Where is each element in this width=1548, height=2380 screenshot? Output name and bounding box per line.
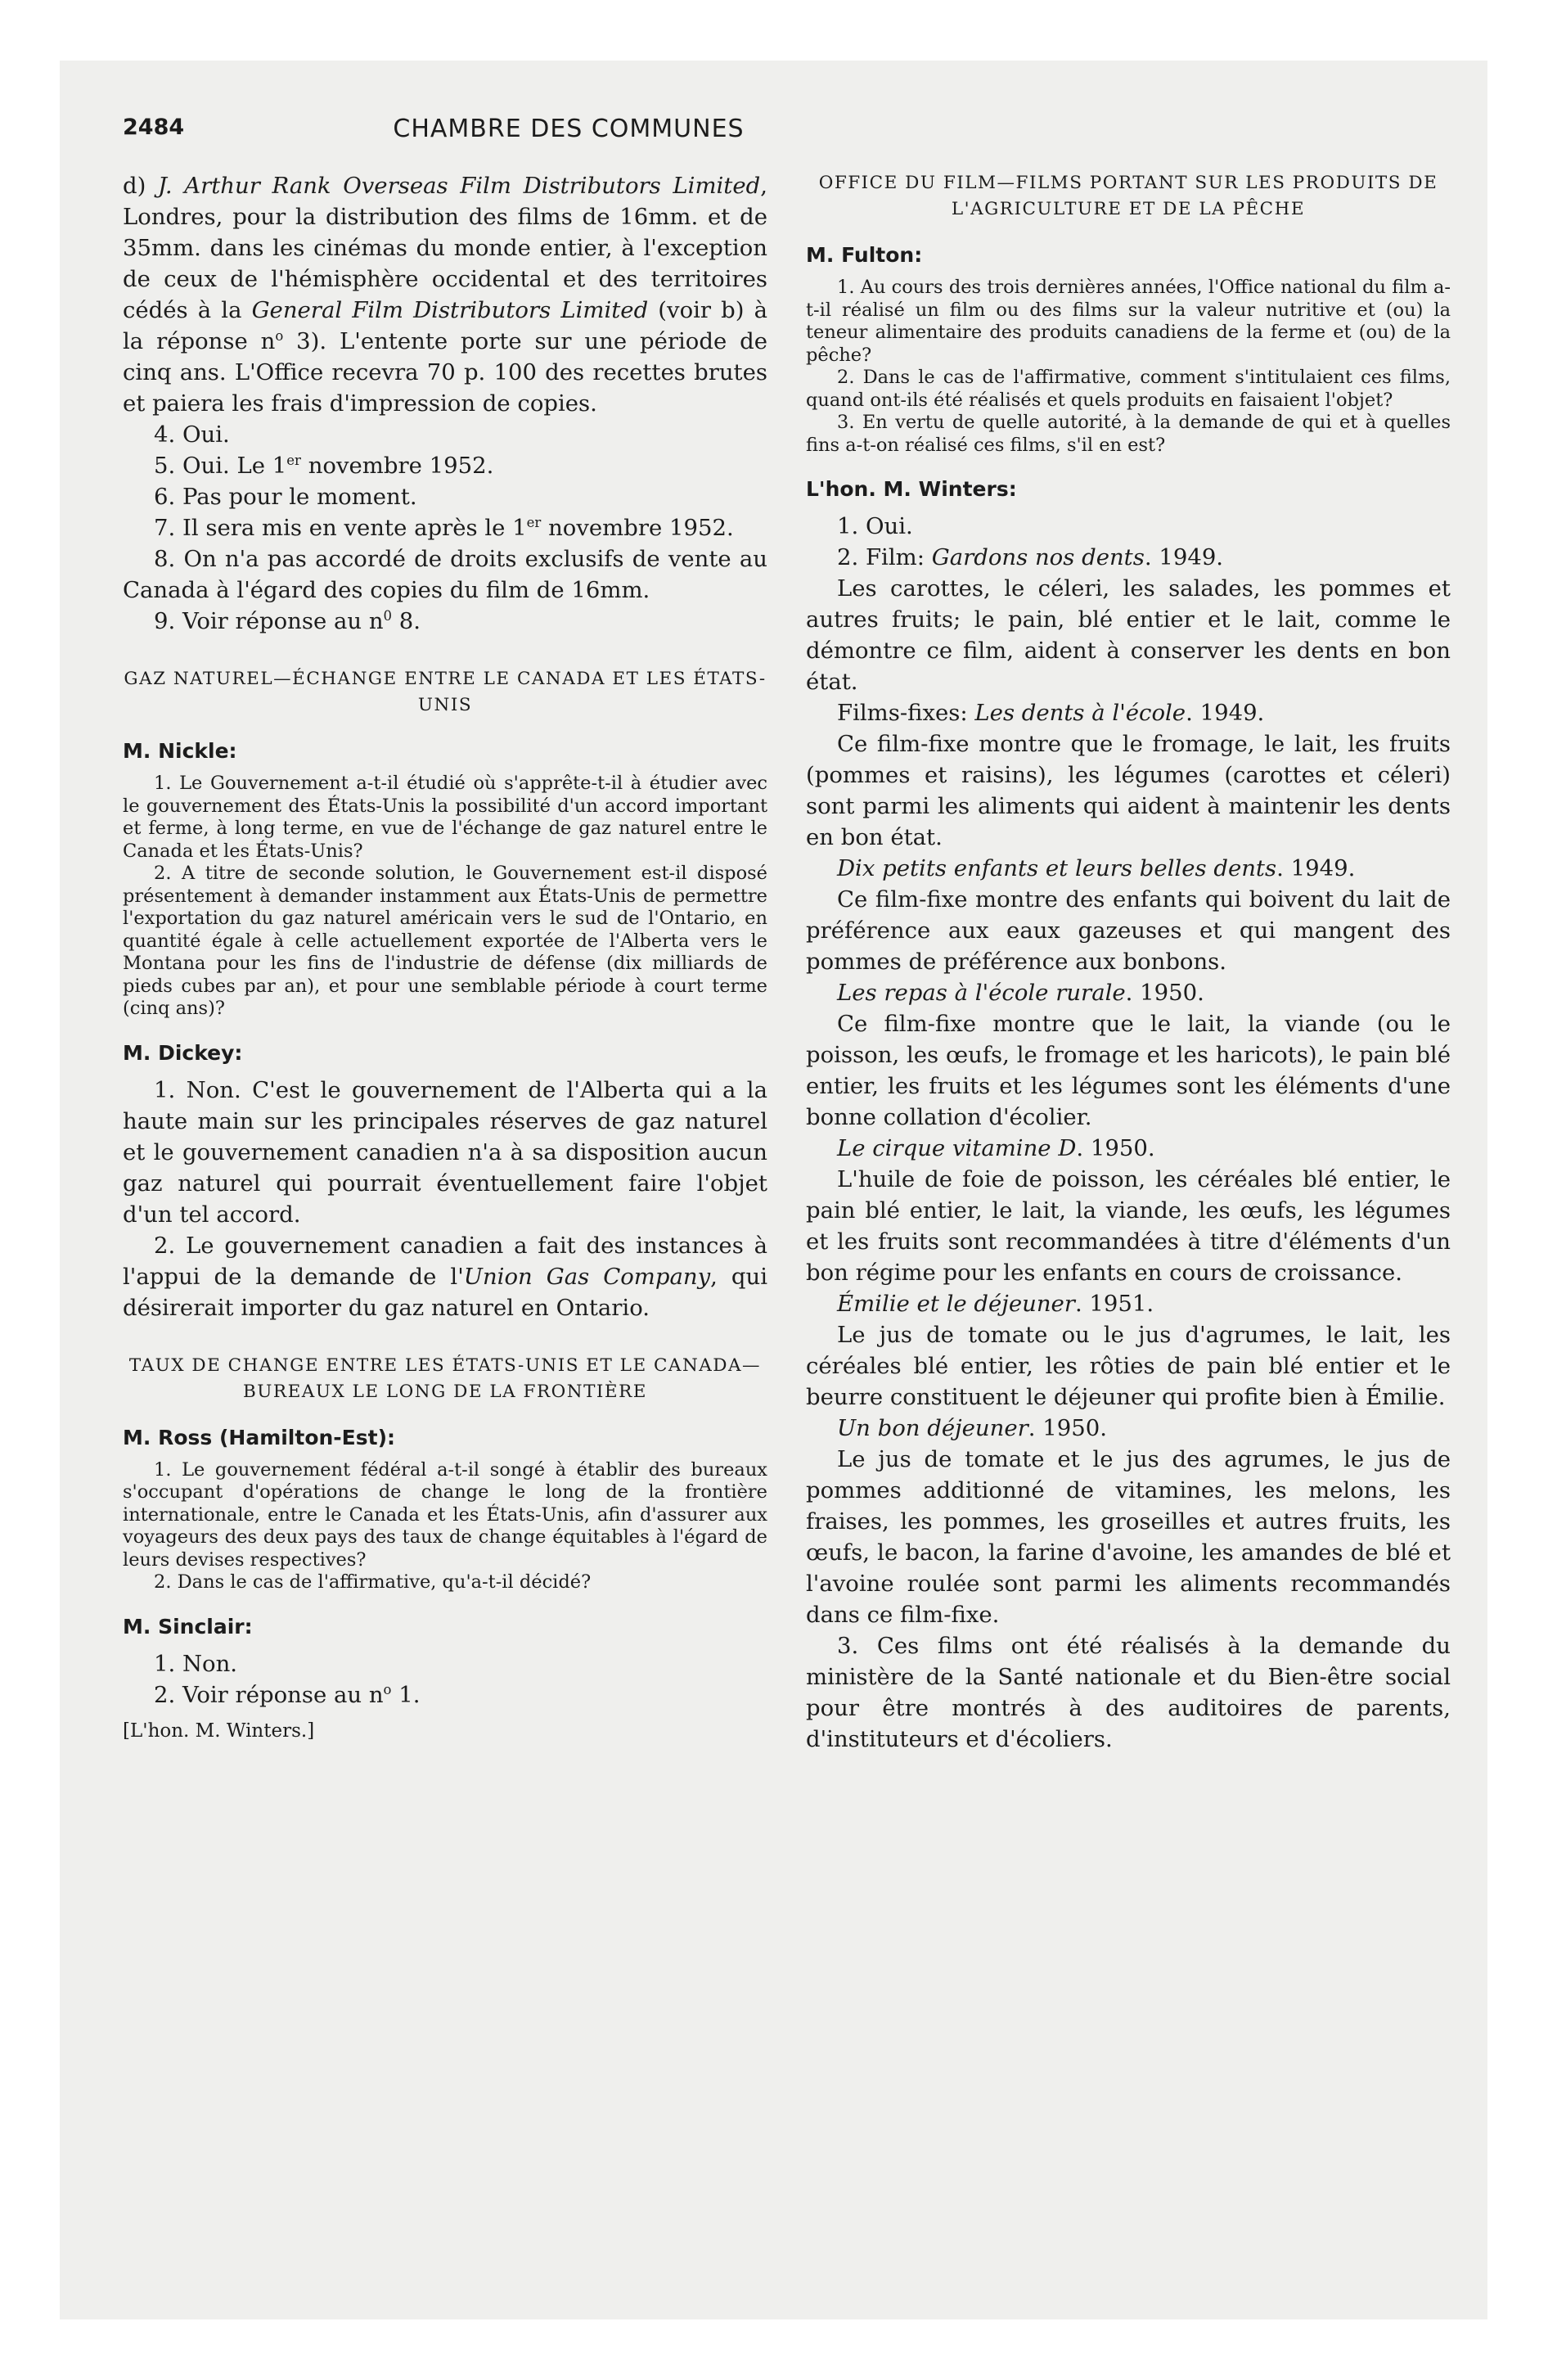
- filmstrip-5-year: . 1951.: [1074, 1291, 1154, 1317]
- gas-answer-2-company: Union Gas Company: [463, 1263, 711, 1290]
- exchange-answer-2-end: 1.: [391, 1681, 421, 1708]
- filmstrip-1-title-line: [806, 697, 1451, 728]
- speaker-sinclair: M. Sinclair:: [123, 1614, 253, 1639]
- filmstrip-3-title: Les repas à l'école rurale: [837, 980, 1126, 1006]
- answer-7: [123, 512, 767, 543]
- answer-d-company: J. Arthur Rank Overseas Film Distributors Limited: [157, 173, 761, 199]
- answer-d-paragraph: [123, 170, 767, 419]
- filmstrip-2-title-line: [806, 853, 1451, 884]
- filmstrip-3-year: . 1950.: [1125, 980, 1204, 1006]
- section-heading-film-office: OFFICE DU FILM—FILMS PORTANT SUR LES PRODUITS DE L'AGRICULTURE ET DE LA PÊCHE: [818, 173, 1438, 219]
- exchange-question-1: 1. Le gouvernement fédéral a-t-il songé à établir des bureaux s'occupant d'opérations de change le long de la frontière internationale, entre le Canada et les États-Unis, afin d'assurer aux voyageurs des deux pays des taux de change équitables à l'égard de leurs devises respectives?: [123, 1458, 767, 1571]
- answer-d-company-2: General Film Distributors Limited: [251, 297, 649, 323]
- exchange-answer-2-sup: o: [383, 1681, 392, 1697]
- answer-6: 6. Pas pour le moment.: [154, 484, 417, 510]
- gas-answer-1: 1. Non. C'est le gouvernement de l'Alberta qui a la haute main sur les principales réserves de gaz naturel et le gouvernement canadien n'a à sa disposition aucun gaz naturel qui pourrait éventuellement faire l'objet d'un tel accord.: [123, 1076, 767, 1228]
- film-answer-2-year: . 1949.: [1144, 544, 1224, 570]
- answer-9: [123, 606, 767, 637]
- answer-9-sup: 0: [383, 607, 393, 624]
- speaker-ross: M. Ross (Hamilton-Est):: [123, 1425, 396, 1449]
- filmstrip-6-description: Le jus de tomate et le jus des agrumes, le jus de pommes additionné de vitamines, les melons, les fraises, les pommes, les groseilles et autres fruits, les œufs, le bacon, la farine d'avoine, les amandes de blé et l'avoine roulée sont parmi les aliments recommandés dans ce film-fixe.: [806, 1446, 1451, 1628]
- answer-5-text: 5. Oui. Le 1: [154, 453, 287, 479]
- filmstrip-4-title-line: [806, 1133, 1451, 1164]
- answer-7-end: novembre 1952.: [541, 515, 734, 541]
- filmstrip-2-title: Dix petits enfants et leurs belles dents: [837, 855, 1277, 881]
- running-title: CHAMBRE DES COMMUNES: [393, 115, 745, 143]
- page-number: 2484: [123, 115, 185, 140]
- filmstrip-1-description: Ce film-fixe montre que le fromage, le lait, les fruits (pommes et raisins), les légumes (carottes et céleri) sont parmi les aliments qui aident à maintenir les dents en bon état.: [806, 731, 1451, 850]
- film-question-3: 3. En vertu de quelle autorité, à la demande de qui et à quelles fins a-t-on réalisé ces films, s'il en est?: [806, 412, 1451, 456]
- exchange-answer-2: [123, 1679, 767, 1711]
- gas-question-2: 2. A titre de seconde solution, le Gouvernement est-il disposé présentement à demander instamment aux États-Unis de permettre l'exportation du gaz naturel américain vers le sud de l'Ontario, en quantité égale à celle actuellement exportée de l'Alberta vers le Montana pour les fins de l'industrie de défense (dix milliards de pieds cubes par an), et pour une semblable période à court terme (cinq ans)?: [123, 863, 767, 1019]
- answer-7-sup: er: [526, 514, 542, 530]
- speaker-attribution-bracket: [L'hon. M. Winters.]: [123, 1720, 315, 1742]
- film-answer-2-label: 2. Film:: [837, 544, 932, 570]
- filmstrip-6-title: Un bon déjeuner: [837, 1415, 1028, 1441]
- filmstrip-3-description: Ce film-fixe montre que le lait, la viande (ou le poisson, les œufs, le fromage et les haricots), le pain blé entier, les fruits et les légumes sont les éléments d'une bonne collation d'écolier.: [806, 1011, 1451, 1130]
- answer-9-text: 9. Voir réponse au n: [154, 608, 384, 634]
- filmstrip-5-description: Le jus de tomate ou le jus d'agrumes, le lait, les céréales blé entier, les rôties de pain blé entier et le beurre constituent le déjeuner qui profite bien à Émilie.: [806, 1322, 1451, 1410]
- film-question-1: 1. Au cours des trois dernières années, l'Office national du film a-t-il réalisé un film ou des films sur la valeur nutritive et (ou) la teneur alimentaire des produits canadiens de la ferme et (ou) de la pêche?: [806, 277, 1451, 366]
- gas-question-1: 1. Le Gouvernement a-t-il étudié où s'apprête-t-il à étudier avec le gouvernement des États-Unis la possibilité d'un accord important et ferme, à long terme, en vue de l'échange de gaz naturel entre le Canada et les États-Unis?: [123, 773, 767, 862]
- filmstrip-4-title: Le cirque vitamine D: [837, 1135, 1077, 1161]
- film-answer-1: 1. Oui.: [837, 513, 913, 539]
- answer-d-text-1: , Londres, pour la distribution des films de 16mm. et de 35mm. dans les cinémas du monde entier, à l'exception de ceux de l'hémisphère occidental et des territoires cédés à la: [123, 173, 767, 323]
- exchange-answer-2-text: 2. Voir réponse au n: [154, 1681, 384, 1708]
- film-title-gardons: Gardons nos dents: [931, 544, 1145, 570]
- answer-5: [123, 450, 767, 481]
- gas-answer-2-start: 2. Le gouvernement canadien a fait des instances à l'appui de la demande de l': [123, 1232, 767, 1290]
- answer-5-end: novembre 1952.: [300, 453, 494, 479]
- filmstrip-4-description: L'huile de foie de poisson, les céréales blé entier, le pain blé entier, le lait, la viande, les œufs, les légumes et les fruits sont recommandées à titre d'éléments d'un bon régime pour les enfants en cours de croissance.: [806, 1166, 1451, 1286]
- filmstrip-6-year: . 1950.: [1028, 1415, 1107, 1441]
- answer-8: 8. On n'a pas accordé de droits exclusifs de vente au Canada à l'égard des copies du film de 16mm.: [123, 546, 767, 603]
- filmstrip-2-description: Ce film-fixe montre des enfants qui boivent du lait de préférence aux eaux gazeuses et qui mangent des pommes de préférence aux bonbons.: [806, 886, 1451, 975]
- exchange-question-2: 2. Dans le cas de l'affirmative, qu'a-t-il décidé?: [154, 1571, 592, 1593]
- page-header: [123, 115, 1015, 147]
- right-column: [806, 170, 1451, 1755]
- answer-5-sup: er: [286, 452, 301, 468]
- filmstrip-3-title-line: [806, 977, 1451, 1008]
- gas-answer-2: [123, 1230, 767, 1323]
- section-heading-exchange-rate: TAUX DE CHANGE ENTRE LES ÉTATS-UNIS ET LE CANADA—BUREAUX LE LONG DE LA FRONTIÈRE: [128, 1355, 762, 1402]
- answer-7-text: 7. Il sera mis en vente après le 1: [154, 515, 527, 541]
- filmstrip-4-year: . 1950.: [1076, 1135, 1155, 1161]
- filmstrip-2-year: . 1949.: [1276, 855, 1356, 881]
- film-description-gardons: Les carottes, le céleri, les salades, les pommes et autres fruits; le pain, blé entier et le lait, comme le démontre ce film, aident à conserver les dents en bon état.: [806, 575, 1451, 695]
- gas-answer-2-end: , qui désirerait importer du gaz naturel en Ontario.: [123, 1263, 768, 1321]
- film-question-2: 2. Dans le cas de l'affirmative, comment s'intitulaient ces films, quand ont-ils été réalisés et quels produits en faisaient l'objet?: [806, 367, 1451, 411]
- filmstrip-1-title: Les dents à l'école: [974, 700, 1186, 726]
- answer-d-text-3: 3). L'entente porte sur une période de cinq ans. L'Office recevra 70 p. 100 des recettes brutes et paiera les frais d'impression de copies.: [123, 328, 767, 417]
- answer-d-label: d): [123, 173, 158, 199]
- filmstrips-label: Films-fixes:: [837, 700, 975, 726]
- answer-d-sup: o: [275, 327, 284, 344]
- speaker-nickle: M. Nickle:: [123, 739, 237, 763]
- speaker-winters: L'hon. M. Winters:: [806, 477, 1017, 501]
- answer-4: 4. Oui.: [154, 421, 230, 448]
- film-answer-3: 3. Ces films ont été réalisés à la demande du ministère de la Santé nationale et du Bien-être social pour être montrés à des auditoires de parents, d'instituteurs et d'écoliers.: [806, 1633, 1451, 1752]
- section-heading-natural-gas: GAZ NATUREL—ÉCHANGE ENTRE LE CANADA ET LES ÉTATS-UNIS: [124, 669, 767, 715]
- answer-d-text-2: (voir b) à la réponse n: [123, 297, 768, 354]
- filmstrip-5-title: Émilie et le déjeuner: [837, 1291, 1075, 1317]
- exchange-answer-1: 1. Non.: [154, 1650, 238, 1677]
- speaker-fulton: M. Fulton:: [806, 243, 923, 267]
- filmstrip-1-year: . 1949.: [1186, 700, 1265, 726]
- speaker-dickey: M. Dickey:: [123, 1040, 243, 1065]
- left-column: [123, 170, 767, 1745]
- film-answer-2: [806, 542, 1451, 573]
- answer-9-end: 8.: [392, 608, 421, 634]
- filmstrip-6-title-line: [806, 1413, 1451, 1444]
- filmstrip-5-title-line: [806, 1288, 1451, 1319]
